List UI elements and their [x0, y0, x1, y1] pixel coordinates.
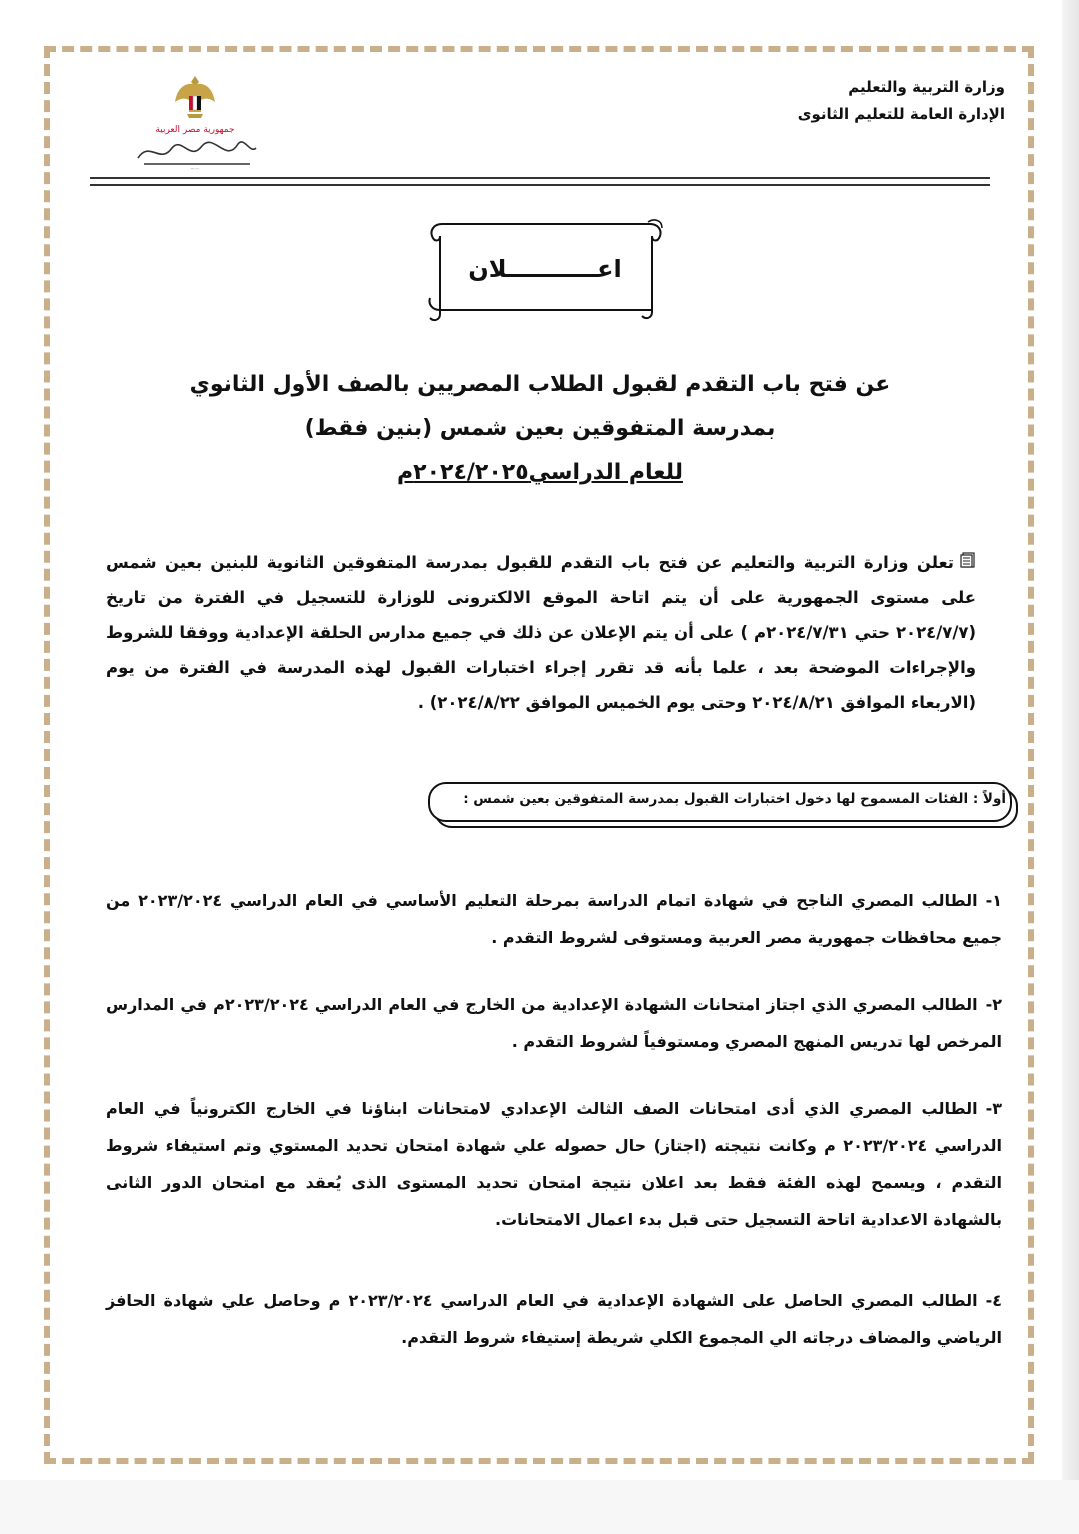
emblem-calligraphy: وزارة التربية والتعليم — [190, 169, 200, 170]
page-bottom-margin — [0, 1480, 1079, 1534]
eagle-emblem-icon — [130, 70, 260, 170]
list-item — [106, 1090, 1002, 1238]
department-name: الإدارة العامة للتعليم الثانوى — [797, 105, 1005, 123]
header-divider — [90, 177, 990, 186]
section-one-box — [428, 782, 1020, 828]
document-icon — [960, 545, 976, 580]
headline-line-1: عن فتح باب التقدم لقبول الطلاب المصريين بالصف الأول الثانوي — [189, 372, 891, 397]
item-text: الطالب المصري الحاصل على الشهادة الإعدادية في العام الدراسي ٢٠٢٣/٢٠٢٤ م وحاصل علي شهادة الحافز الرياضي والمضاف درجاته الي المجموع الكلي شريطة إستيفاء شروط التقدم. — [106, 1291, 1002, 1347]
ministry-emblem — [130, 70, 260, 170]
list-item — [106, 986, 1002, 1060]
list-item — [106, 882, 1002, 956]
intro-text: تعلن وزارة التربية والتعليم عن فتح باب التقدم للقبول بمدرسة المتفوقين الثانوية للبنين بعين شمس على مستوى الجمهورية على أن يتم اتاحة الموقع الالكترونى للوزارة للتسجيل في الفترة من تاريخ (٢٠٢٤/٧/٧ حتي ٢٠٢٤/٧/٣١م ) على أن يتم الإعلان عن ذلك في جميع مدارس الحلقة الإعدادية ووفقا للشروط والإجراءات الموضحة بعد ، علما بأنه قد تقرر إجراء اختبارات القبول لهذه المدرسة في الفترة من يوم (الاربعاء الموافق ٢٠٢٤/٨/٢١ وحتى يوم الخميس الموافق ٢٠٢٤/٨/٢٢) . — [106, 553, 976, 712]
item-number: ١- — [985, 891, 1002, 910]
list-item — [106, 1282, 1002, 1356]
ministry-header — [798, 74, 1005, 128]
item-text: الطالب المصري الذي اجتاز امتحانات الشهادة الإعدادية من الخارج في العام الدراسي ٢٠٢٣/٢٠٢٤م في المدارس المرخص لها تدريس المنهج المصري ومستوفياً لشروط التقدم . — [106, 995, 1002, 1051]
item-number: ٣- — [985, 1099, 1002, 1118]
item-number: ٤- — [985, 1291, 1003, 1310]
ministry-name: وزارة التربية والتعليم — [848, 78, 1005, 96]
headline-line-2: بمدرسة المتفوقين بعين شمس (بنين فقط) — [304, 416, 776, 441]
page-edge-shadow — [1062, 0, 1079, 1534]
emblem-caption: جمهورية مصر العربية — [155, 125, 235, 135]
announcement-title: اعـــــــــــلان — [468, 255, 622, 283]
headline-academic-year: للعام الدراسي٢٠٢٤/٢٠٢٥م — [397, 460, 683, 485]
item-number: ٢- — [985, 995, 1002, 1014]
section-one-title: أولاً : الفئات المسموح لها دخول اختبارات القبول بمدرسة المتفوقين بعين شمس : — [463, 791, 1006, 807]
item-text: الطالب المصري الذي أدى امتحانات الصف الثالث الإعدادي لامتحانات ابناؤنا في الخارج الكترونياً في العام الدراسي ٢٠٢٣/٢٠٢٤ م وكانت نتيجته (اجتاز) حال حصوله علي شهادة امتحان تحديد المستوي وتم استيفاء شروط التقدم ، ويسمح لهذه الفئة فقط بعد اعلان نتيجة امتحان تحديد المستوى الذى يُعقد مع امتحان الدور الثانى بالشهادة الاعدادية اتاحة التسجيل حتى قبل بدء اعمال الامتحانات. — [106, 1099, 1003, 1229]
intro-paragraph — [106, 545, 976, 720]
item-text: الطالب المصري الناجح في شهادة اتمام الدراسة بمرحلة التعليم الأساسي في العام الدراسي ٢٠٢٣/٢٠٢٤ من جميع محافظات جمهورية مصر العربية ومستوفى لشروط التقدم . — [106, 891, 1002, 947]
